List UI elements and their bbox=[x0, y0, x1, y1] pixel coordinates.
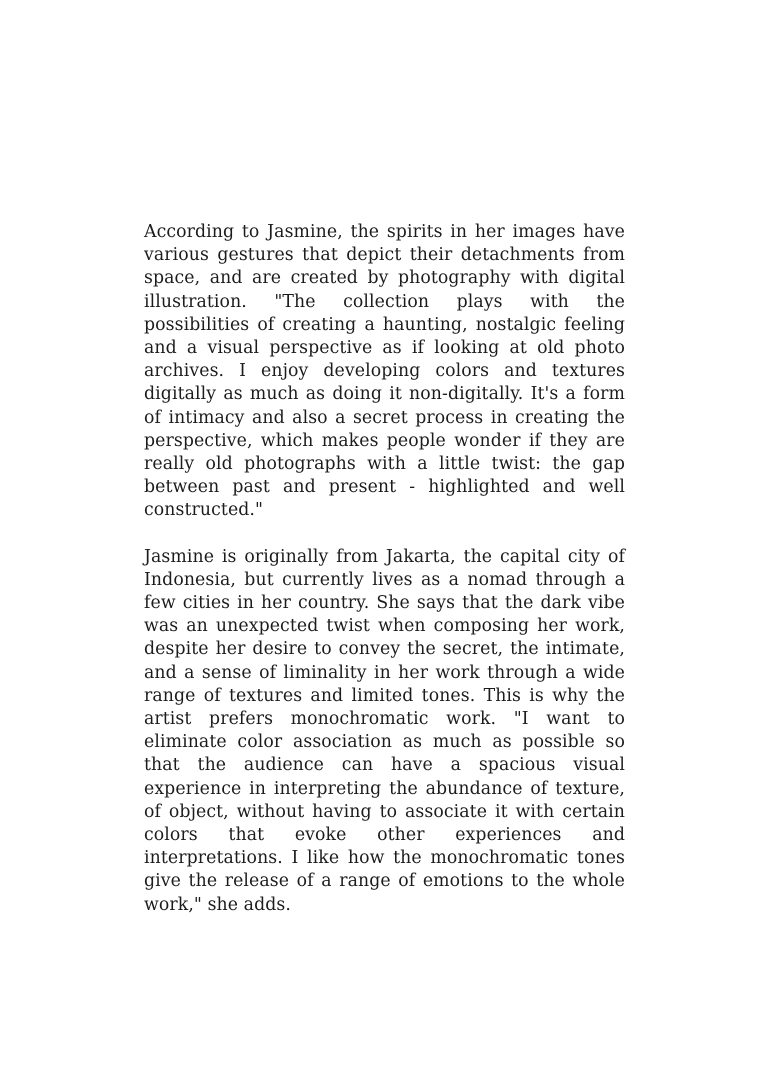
paragraph-1: According to Jasmine, the spirits in her images have various gestures that depict their detachments from space, and are created by photography with digital illustration. "The collection plays with the possibilities of creating a haunting, nostalgic feeling and a visual perspective as if looking at old photo archives. I enjoy developing colors and textures digitally as much as doing it non-digitally. It's a form of intimacy and also a secret process in creating the perspective, which makes people wonder if they are really old photographs with a little twist: the gap between past and present - highlighted and well constructed." bbox=[144, 222, 625, 521]
article-body bbox=[144, 221, 625, 917]
paragraph-2: Jasmine is originally from Jakarta, the capital city of Indonesia, but currently lives as a nomad through a few cities in her country. She says that the dark vibe was an unexpected twist when composing her work, despite her desire to convey the secret, the intimate, and a sense of liminality in her work through a wide range of textures and limited tones. This is why the artist prefers monochromatic work. "I want to eliminate color association as much as possible so that the audience can have a spacious visual experience in interpreting the abundance of texture, of object, without having to associate it with certain colors that evoke other experiences and interpretations. I like how the monochromatic tones give the release of a range of emotions to the whole work," she adds. bbox=[144, 546, 625, 915]
